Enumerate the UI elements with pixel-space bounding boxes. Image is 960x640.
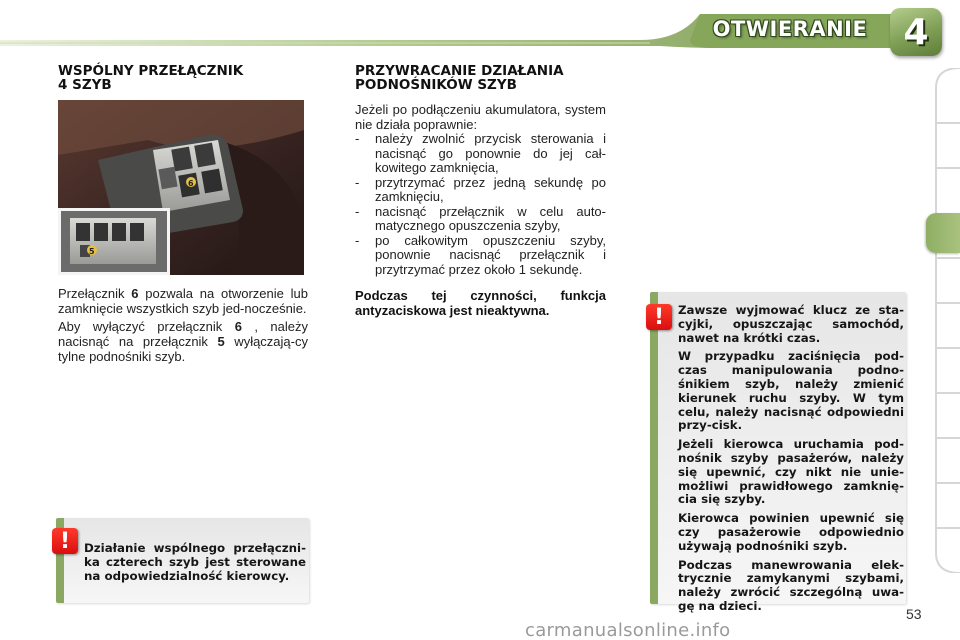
list-item <box>355 205 606 234</box>
anti-pinch-note: Podczas tej czynności, funkcja antyzaciskowa jest nieaktywna. <box>355 288 606 318</box>
switch-ref: 6 <box>234 319 242 334</box>
list-item-text: po całkowitym opuszczeniu szyby, ponownie nacisnąć przełącznik i przytrzymać przez około 1 sekundę. <box>375 232 606 277</box>
active-chapter-tab[interactable] <box>926 213 960 253</box>
left-body-text <box>58 286 308 367</box>
list-dash: - <box>355 232 360 248</box>
text: pozwala na otworzenie lub zamknięcie wszystkich szyb jed-nocześnie. <box>58 286 308 316</box>
list-item <box>355 132 606 176</box>
warning-paragraph: Jeżeli kierowca uruchamia pod-nośnik szyby pasażerów, należy się upewnić, czy nikt nie unie-możliwi prawidłowego zamknię-cia się szyby. <box>678 437 904 507</box>
warning-box-common-switch <box>56 518 309 603</box>
warning-paragraph: W przypadku zaciśnięcia pod-czas manipulowania podno-śnikiem szyb, należy zmienić kierunek ruchu szyby. W tym celu, należy nacisnąć odpowiedni przy-cisk. <box>678 349 904 433</box>
photo-label-6: 6 <box>188 179 194 188</box>
chapter-tab-rail <box>926 68 960 573</box>
title-line: PRZYWRACANIE DZIAŁANIA <box>355 63 564 79</box>
page-number: 53 <box>906 606 922 622</box>
list-item-text: nacisnąć przełącznik w celu auto-matycznego opuszczenia szyby, <box>375 203 606 233</box>
section-title-restore-lifts <box>355 64 615 92</box>
warning-text: Działanie wspólnego przełączni-ka czterech szyb jest sterowane na odpowiedzialność kierowcy. <box>84 541 306 583</box>
warning-paragraph: Zawsze wyjmować klucz ze sta-cyjki, opuszczając samochód, nawet na krótki czas. <box>678 303 904 345</box>
text: , należy nacisnąć na przełącznik <box>58 319 308 349</box>
photo-label-5: 5 <box>89 247 95 256</box>
switch-ref: 6 <box>131 286 139 301</box>
paragraph: Jeżeli po podłączeniu akumulatora, system nie działa poprawnie: <box>355 102 606 132</box>
list-item <box>355 176 606 205</box>
title-line: WSPÓLNY PRZEŁĄCZNIK <box>58 63 244 79</box>
section-title-common-switch <box>58 64 308 92</box>
list-dash: - <box>355 131 360 146</box>
watermark: carmanualsonline.info <box>525 620 731 640</box>
warning-exclamation-icon: ! <box>646 304 672 330</box>
chapter-number-badge: 4 <box>890 8 942 56</box>
text: Aby wyłączyć przełącznik <box>58 319 235 334</box>
list-dash: - <box>355 174 360 190</box>
warning-text-block <box>678 304 904 619</box>
text: wyłączają-cy tylne podnośniki szyb. <box>58 334 308 364</box>
paragraph <box>58 319 308 364</box>
paragraph <box>58 286 308 316</box>
list-item <box>355 234 606 278</box>
title-line: 4 SZYB <box>58 77 112 93</box>
title-line: PODNOŚNIKÓW SZYB <box>355 77 517 93</box>
window-switch-photo <box>58 100 304 275</box>
list-item-text: należy zwolnić przycisk sterowania i nacisnąć go ponownie do jej cał-kowitego zamknięcia, <box>375 131 606 175</box>
warning-paragraph: Kierowca powinien upewnić się czy pasażerowie odpowiednio używają podnośniki szyb. <box>678 511 904 553</box>
text: Przełącznik <box>58 286 132 301</box>
chapter-title: OTWIERANIE <box>712 17 868 41</box>
warning-box-window-safety <box>650 292 906 613</box>
restore-steps-list <box>355 132 606 277</box>
list-item-text: przytrzymać przez jedną sekundę po zamknięciu, <box>375 174 606 204</box>
switch-ref: 5 <box>217 334 225 349</box>
warning-paragraph: Podczas manewrowania elek-trycznie zamykanymi szybami, należy zwrócić szczególną uwa-gę na dzieci. <box>678 557 904 613</box>
list-dash: - <box>355 203 360 219</box>
warning-exclamation-icon: ! <box>52 528 78 554</box>
